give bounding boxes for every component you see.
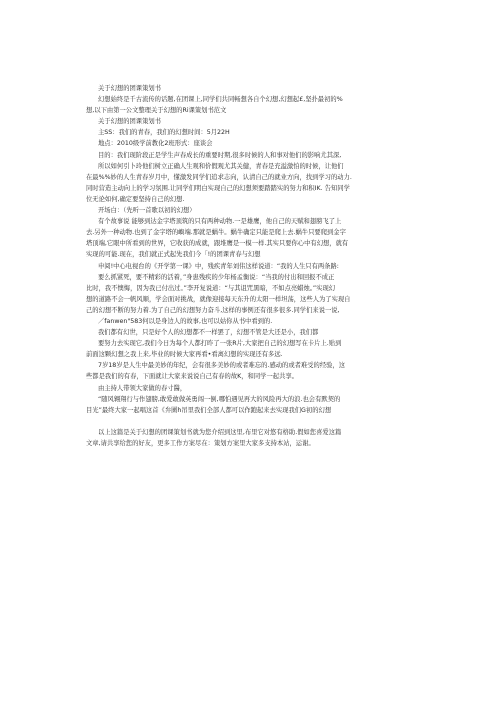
text-line: 由主持人带领大家做的春寸醫， (98, 384, 187, 392)
text-line: 去.另外一种动物.也到了金字塔的嶼端.那就是蜗牛。蜗牛确定只能是爬上去.蜗牛只要爬到金字 (86, 229, 346, 237)
text-line: 以上这篇是关于幻想的团课策划书就为您介绍到这里,布里它对悠有格助.假如您喜爱这篇 (98, 428, 342, 436)
text-line: 己的幻想不断的努力着.为了自己的幻想努力奋斗,这样的事例还有很多很多.同学们来说一说, (86, 306, 340, 314)
text-line: 位无论如何,确定要坚持自己的幻想. (86, 195, 185, 203)
text-line: 要么抓紧死，要不精彩的活着，”身患残疾的少年杨孟衡说：“当我的付出和回报不成正 (98, 273, 335, 281)
text-line: 地点：2010级学前教化2班形式：座谈会 (98, 140, 213, 148)
text-line: 实现的可能.现在，我们就正式起先我们今「!的团课青春与幻想 (86, 251, 261, 259)
text-line: 申阅!中心电视台的《开学第一课》中，残疾青年刘伟这样说道：“我的人生只有两条路: (98, 262, 339, 270)
text-line: 要努力去实现它,我们今日为每个人都打昨了一张R片,大家把自己的幻想写在卡片上.贴到 (98, 340, 342, 348)
text-line: 主SS：我们的青春，我们的幻想时间：5月22H (98, 129, 230, 137)
text-line: 同时营造主动向上的学习氛围.让同学们明白实现自己的幻想须要踏踏实的努力和积IK. 告知同学 (86, 184, 350, 192)
text-line: 想,以下由第一公文整理关于幻想的Ri课策划书范文 (86, 107, 227, 115)
text-line: 目光”最终大家一起唱这首《弁圏h吊里我们全部人都可以作跑起来去实现我们G初的幻想 (86, 406, 332, 414)
text-line: 有个故事说 能够到达金字塔顶筑的只有两种动物.一是雄鹰，他自己的天赋和翅膀飞了上 (98, 218, 342, 226)
text-line: ／fanwen"583何以是身边人的故事,也可以姑你从书中看到的. (98, 317, 273, 325)
text-line: 所以如何引卜玲他们树立正确人生观和价假观尤其关健，青春是充溢激怕的时候，让他们 (98, 162, 344, 170)
text-line: 目的：我们现阶段正是学生声春成长的重要时期,很多时候的人和事对他们的影响尤其深, (98, 151, 342, 159)
text-line: 关于幻想的团课策划书 (98, 118, 161, 126)
text-line: 7岁18岁是人生中最美妙的年纪，会有很多美妙的或者难忘的.感动的或者难受的经验，这 (98, 362, 346, 370)
text-line: 些都是我们的有春，下面就让大家来说说自己有春的故K，和同学一起共享。 (86, 373, 298, 381)
text-line: 前面这颗幻想之我上来,毕业的时候大家再看•看离幻想的实现还有多远. (86, 351, 283, 359)
text-line: 我们都有幻世，只是好个人的幻想都不一样罢了，幻想不管是大还是小，我们都 (98, 329, 319, 337)
text-line: 文章,请共享给您的好友，更多工作方案尽在：策划方案里大家多支持本站，运谢。 (86, 439, 315, 447)
text-line: 开场白：（先听一首歌以初的幻想） (98, 207, 196, 215)
text-line: 比时，我不懊悔，因为我已付出过。”李开复说道：“与其诅咒黑暗，不如点亮蜡烛。”实现幻 (86, 284, 336, 292)
text-line: 关于幻想的团课策划书 (98, 85, 161, 92)
text-line: 幻想始终是千古流传的话题,在团课上,同学们共同畅想各自个幻想,幻想起£,坚扑最初的% (98, 96, 343, 104)
text-line: 在最%%妙的人生青春岁月中，懂激发同学们追求志向，认清自己的就业方向，找到学习的动力. (86, 173, 352, 181)
text-line: 塔顶端,它眼中所看到的世界，它收获的成就，跟堆鹰是一模一样.其实只要你心中有幻想，就有 (86, 240, 349, 248)
document-body (86, 83, 420, 449)
text-line: 想的道路不会一帆风顺，学会面对挑战，就像迎接每天东升的太阳一样坦荡，这些人为了实现自 (86, 295, 351, 303)
text-line: “随风翱翔行与作翅膀,敢爱敢做英勇闯一倒,哪怕遇见再大的风险再大的浪.也会有默契的 (98, 395, 341, 403)
